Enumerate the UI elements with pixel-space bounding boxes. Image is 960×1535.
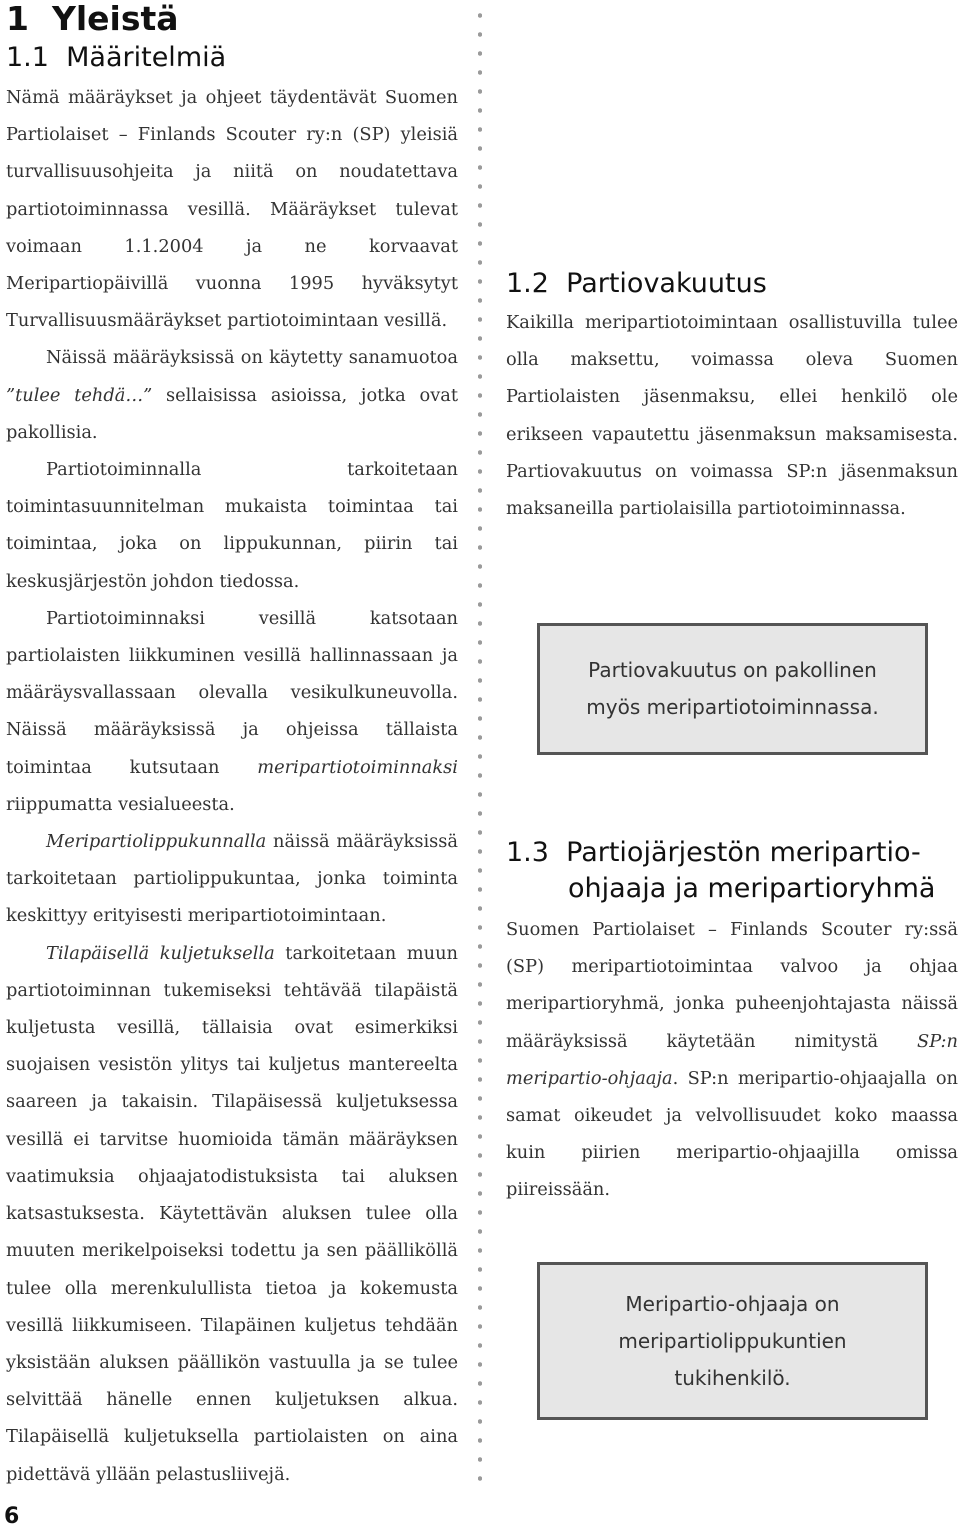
paragraph-intro: Nämä määräykset ja ohjeet täydentävät Suomen Partiolaiset – Finlands Scouter ry:n (SP) yleisiä turvallisuusohjeita ja niitä on noudatettava partiotoiminnassa vesillä. Määräykset tulevat voimaan 1.1.2004 ja ne korvaavat Meripartiopäivillä vuonna 1995 hyväksytyt Turvallisuusmääräykset partiotoimintaan vesillä. [6,87,458,332]
section-1-2-heading [506,266,958,302]
callout-line: meripartiolippukuntien [618,1328,847,1353]
section-1-3-heading [506,835,958,907]
callout-line: Meripartio-ohjaaja on [625,1291,840,1316]
paragraph-temporary-transport: Tilapäisellä kuljetuksella tarkoitetaan muun partiotoiminnan tukemiseksi tehtävää tilapäistä kuljetusta vesillä, tällaisia ovat esimerkiksi suojaisen vesistön ylitys tai kuljetus mantereelta saareen ja takaisin. Tilapäisessä kuljetuksessa vesillä ei tarvitse huomioida tämän määräyksen vaatimuksia ohjaajatodistuksista tai aluksen katsastuksesta. Käytettävän aluksen tulee olla muuten merikelpoiseksi todettu ja sen päälliköllä tulee olla merenkulullista tietoa ja kokemusta vesillä liikkumiseen. Tilapäinen kuljetus tehdään yksistään aluksen päällikön vastuulla ja se tulee selvittää hänelle ennen kuljetuksen alkua. Tilapäisellä kuljetuksella partiolaisten on aina pidettävä yllään pelastusliivejä. [6,942,458,1485]
left-column [6,0,458,1493]
paragraph-insurance: Kaikilla meripartiotoimintaan osallistuvilla tulee olla maksettu, voimassa oleva Suomen Partiolaisten jäsenmaksu, ellei henkilö ole erikseen vapautettu jäsenmaksun maksamisesta. Partiovakuutus on voimassa SP:n jäsenmaksun maksaneilla partiolaisilla partiotoiminnassa. [506,312,958,520]
column-divider [478,6,482,1492]
section-title-line-2: ohjaaja ja meripartioryhmä [568,873,936,904]
chapter-heading [6,0,458,38]
advisor-callout-box [537,1262,928,1420]
continuation-spacer [506,0,958,244]
section-1-3 [506,835,958,1209]
chapter-title: Yleistä [51,0,179,38]
chapter-number: 1 [6,0,29,38]
section-title-line-1: Partiojärjestön meripartio- [566,837,921,868]
paragraph-water-activity: Partiotoiminnaksi vesillä katsotaan partiolaisten liikkuminen vesillä hallinnassaan ja määräysvallassaan olevalla vesikulkuneuvolla. Näissä määräyksissä ja ohjeissa tällaista toimintaa kutsutaan meripartiotoiminnaksi riippumatta vesialueesta. [6,607,458,815]
paragraph-wording: Näissä määräyksissä on käytetty sanamuotoa ”tulee tehdä…” sellaisissa asioissa, jotka ovat pakollisia. [6,347,458,443]
paragraph-sea-scout-troop: Meripartiolippukunnalla näissä määräyksissä tarkoitetaan partiolippukuntaa, jonka toiminta keskittyy erityisesti meripartiotoimintaan. [6,831,458,927]
paragraph-scouting-definition: Partiotoiminnalla tarkoitetaan toimintasuunnitelman mukaista toimintaa tai toimintaa, joka on lippukunnan, piirin tai keskusjärjestön johdon tiedossa. [6,459,458,592]
section-number: 1.2 [506,268,549,299]
page-number: 6 [4,1504,20,1529]
right-column [506,0,958,527]
callout-line: myös meripartiotoiminnassa. [586,695,879,719]
callout-line: Partiovakuutus on pakollinen [588,658,877,682]
section-title: Määritelmiä [66,42,227,73]
section-1-1-heading [6,40,458,76]
section-number: 1.3 [506,837,549,868]
section-title: Partiovakuutus [566,268,767,299]
insurance-callout-box [537,623,928,755]
callout-line: tukihenkilö. [674,1365,791,1390]
paragraph-sea-scout-group: Suomen Partiolaiset – Finlands Scouter ry:ssä (SP) meripartiotoimintaa valvoo ja ohjaa meripartioryhmä, jonka puheenjohtajasta näissä määräyksissä käytetään nimitystä SP:n meripartio-ohjaaja. SP:n meripartio-ohjaajalla on samat oikeudet ja velvollisuudet koko maassa kuin piirien meripartio-ohjaajilla omissa piireissään. [506,919,958,1201]
section-number: 1.1 [6,42,49,73]
